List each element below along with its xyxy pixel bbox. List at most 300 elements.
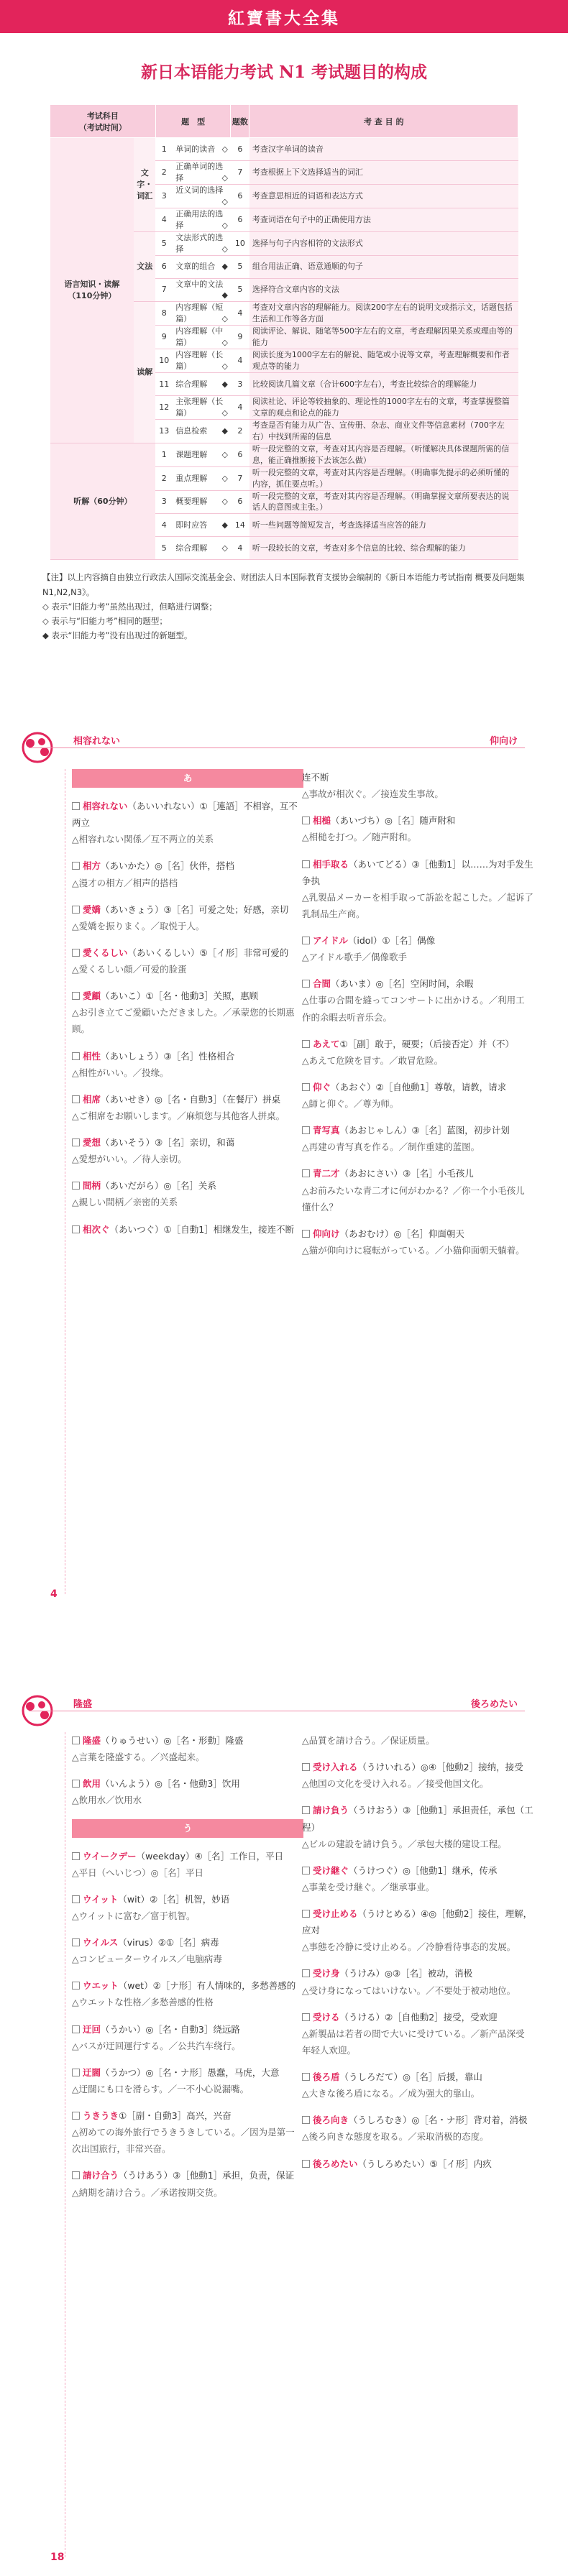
checkbox-icon[interactable] xyxy=(72,802,80,810)
vocab-word: 迂回 xyxy=(83,2023,101,2035)
vocab-word: アイドル xyxy=(313,935,348,946)
question-type-label: 概要理解 xyxy=(175,497,208,507)
vocab-definition: （virus）②①［名］病毒 xyxy=(118,1937,219,1948)
top-banner xyxy=(0,0,568,33)
question-type xyxy=(173,349,231,373)
vocab-word: 後ろめたい xyxy=(313,2158,358,2169)
vocab-word: 相方 xyxy=(83,860,101,872)
vocab-example: △相容れない関係／互不两立的关系 xyxy=(72,834,214,845)
checkbox-icon[interactable] xyxy=(72,1182,80,1190)
type-symbol-icon: ◇ xyxy=(221,144,228,154)
question-type xyxy=(173,443,231,466)
row-number: 9 xyxy=(155,326,173,349)
vocab-headline xyxy=(72,988,303,1004)
checkbox-icon[interactable] xyxy=(72,2112,80,2120)
row-number: 5 xyxy=(155,231,173,255)
vocab-entry xyxy=(72,857,303,891)
row-number: 3 xyxy=(155,490,173,514)
vocab-definition: （あいづち）◎［名］随声附和 xyxy=(331,815,456,827)
vocab-definition: （あおにさい）③［名］小毛孩儿 xyxy=(339,1168,474,1179)
vocab-word: 合間 xyxy=(313,978,331,990)
exam-goal: 考查词语在句子中的正确使用方法 xyxy=(249,208,518,231)
vocab-headline xyxy=(72,1775,303,1792)
checkbox-icon[interactable] xyxy=(72,1982,80,1990)
question-type xyxy=(173,537,231,560)
vocab-headline xyxy=(302,1802,533,1835)
vocab-entry xyxy=(72,1221,303,1238)
checkbox-icon[interactable] xyxy=(72,2069,80,2076)
vocab-entry xyxy=(72,1732,303,1765)
vocab-word: 受ける xyxy=(313,2011,340,2023)
vocab-headline xyxy=(72,944,303,961)
vocab-entry xyxy=(302,769,533,802)
vocab-word: 相手取る xyxy=(313,858,349,870)
vocab-definition: （あいいれない）①［連語］不相容，互不两立 xyxy=(72,801,298,829)
vocab-definition: （あおぐ）②［自他動1］尊敬，请教，请求 xyxy=(331,1081,507,1092)
vocab-example: △師と仰ぐ。／尊为师。 xyxy=(302,1098,399,1109)
header-type: 题 型 xyxy=(155,105,231,138)
vocab-word: 愛想 xyxy=(83,1137,101,1148)
running-head-left: 相容れない xyxy=(73,736,121,747)
exam-goal: 听一段较长的文章，考查对多个信息的比较、综合理解的能力 xyxy=(249,537,518,560)
vocab-word: 相容れない xyxy=(83,801,128,811)
vocab-example: △事故が相次ぐ。／接连发生事故。 xyxy=(302,788,444,800)
vocab-definition: （あいせき）◎［名・自動3］（在餐厅）拼桌 xyxy=(101,1093,281,1105)
question-type xyxy=(173,138,231,161)
question-type xyxy=(173,231,231,255)
vocab-entry xyxy=(72,2167,303,2200)
question-count: 5 xyxy=(231,255,249,278)
vocab-entry xyxy=(72,1134,303,1167)
vocab-word: 愛くるしい xyxy=(83,947,128,958)
vocab-definition: （あいそう）③［名］亲切，和蔼 xyxy=(101,1137,235,1148)
vocab-entry xyxy=(302,1759,533,1792)
checkbox-icon[interactable] xyxy=(302,1763,310,1771)
checkbox-icon[interactable] xyxy=(72,2025,80,2033)
vocab-entry xyxy=(72,944,303,978)
question-type xyxy=(173,278,231,302)
vocab-example: △漫才の相方／相声的搭档 xyxy=(72,877,178,888)
vocab-definition: （うけおう）③［他動1］承担责任，承包（工程） xyxy=(302,1805,533,1833)
vocab-entry xyxy=(302,812,533,845)
vocab-headline xyxy=(302,812,533,829)
vocab-definition: （うけみ）◎③［名］被动，消极 xyxy=(339,1968,473,1979)
vocab-headline xyxy=(72,901,303,918)
vocab-example: △親しい間柄／亲密的关系 xyxy=(72,1197,178,1208)
vocab-example: △あえて危険を冒す。／敢冒危险。 xyxy=(302,1054,444,1066)
running-head-left: 隆盛 xyxy=(73,1699,93,1710)
vocab-entry xyxy=(72,798,303,847)
vocab-example: △乳製品メーカーを相手取って訴訟を起こした。／起诉了乳制品生产商。 xyxy=(302,891,533,919)
vocab-word: 後ろ向き xyxy=(313,2115,349,2126)
checkbox-icon[interactable] xyxy=(302,816,310,824)
row-number: 2 xyxy=(155,161,173,185)
vocab-entry xyxy=(72,1775,303,1808)
vocab-entry xyxy=(302,2156,533,2172)
checkbox-icon[interactable] xyxy=(302,1910,310,1918)
type-symbol-icon: ◇ xyxy=(221,338,228,348)
vocab-entry xyxy=(72,988,303,1037)
type-symbol-icon: ◇ xyxy=(221,196,228,206)
checkbox-icon[interactable] xyxy=(302,1040,310,1048)
vocab-word: 相席 xyxy=(83,1093,101,1105)
exam-goal: 阅读评论、解说、随笔等500字左右的文章，考查理解因果关系或理由等的能力 xyxy=(249,326,518,349)
vocab-headline xyxy=(72,2167,303,2184)
checkbox-icon[interactable] xyxy=(72,906,80,914)
vocab-entry xyxy=(302,2069,533,2102)
vocab-example: △ウイットに富む／富于机智。 xyxy=(72,1910,196,1921)
vocab-entry xyxy=(72,1891,303,1924)
vocab-headline xyxy=(302,1079,533,1095)
checkbox-icon[interactable] xyxy=(302,2013,310,2021)
vocab-headline xyxy=(72,1221,303,1238)
vocab-entry xyxy=(72,1977,303,2010)
row-number: 12 xyxy=(155,396,173,420)
vocab-word: 請け合う xyxy=(83,2170,119,2181)
row-number: 1 xyxy=(155,138,173,161)
checkbox-icon[interactable] xyxy=(72,1895,80,1903)
vocab-example: △お前みたいな青二才に何がわかる？／你一个小毛孩儿懂什么？ xyxy=(302,1184,525,1213)
checkbox-icon[interactable] xyxy=(302,937,310,944)
vocab-example: △他国の文化を受け入れる。／接受他国文化。 xyxy=(302,1778,489,1790)
vocab-entry xyxy=(72,1177,303,1210)
running-head-right: 仰向け xyxy=(489,736,518,747)
vocab-headline xyxy=(72,2021,303,2038)
question-type-label: 正确用法的选择 xyxy=(175,208,224,230)
vocab-example: △ご相席をお願いします。／麻烦您与其他客人拼桌。 xyxy=(72,1110,285,1121)
vocab-entry xyxy=(302,2009,533,2058)
vocab-entry xyxy=(302,1965,533,1998)
vocab-example: △愛想がいい。／待人亲切。 xyxy=(72,1154,187,1165)
type-symbol-icon: ◆ xyxy=(221,290,228,300)
checkbox-icon[interactable] xyxy=(302,1169,310,1177)
section-language-reading: 语言知识・读解（110分钟） xyxy=(50,138,134,443)
type-symbol-icon: ◆ xyxy=(221,379,228,389)
vocab-definition: （うけとめる）④◎［他動2］接住，理解，应对 xyxy=(302,1908,533,1936)
row-number: 5 xyxy=(155,537,173,560)
vocab-entry xyxy=(302,1225,533,1259)
exam-goal: 选择符合文章内容的文法 xyxy=(249,278,518,302)
left-column xyxy=(72,1732,303,2211)
vocab-word: 仰ぐ xyxy=(313,1081,331,1092)
question-count: 2 xyxy=(231,419,249,443)
vocab-word: 請け負う xyxy=(313,1805,349,1816)
vocab-entry xyxy=(72,2107,303,2157)
question-count: 5 xyxy=(231,278,249,302)
vocab-headline xyxy=(72,1177,303,1194)
vocab-entry xyxy=(302,1732,533,1749)
row-number: 2 xyxy=(155,466,173,490)
vocab-definition: （あいくるしい）⑤［イ形］非常可爱的 xyxy=(127,947,289,958)
checkbox-icon[interactable] xyxy=(72,1938,80,1946)
question-type-label: 文法形式的选择 xyxy=(175,232,224,254)
vocab-headline xyxy=(72,1048,303,1064)
vocab-example: △納期を請け合う。／承诺按期交货。 xyxy=(72,2186,223,2198)
exam-goal: 考查是否有能力从广告、宣传册、杂志、商业文件等信息素材（700字左右）中找到所需的信息 xyxy=(249,419,518,443)
checkbox-icon[interactable] xyxy=(302,1806,310,1814)
question-type xyxy=(173,490,231,514)
vocab-word: ウイット xyxy=(83,1893,119,1905)
vocab-example: △大きな後ろ盾になる。／成为强大的靠山。 xyxy=(302,2088,480,2099)
subsection-label: 文法 xyxy=(134,231,155,302)
checkbox-icon[interactable] xyxy=(302,2073,310,2081)
vocab-headline xyxy=(302,2156,533,2172)
row-number: 7 xyxy=(155,278,173,302)
question-type-label: 即时应答 xyxy=(175,520,208,530)
table-row xyxy=(50,443,518,466)
checkbox-icon[interactable] xyxy=(302,2116,310,2124)
vocab-definition: （weekday）④［名］工作日，平日 xyxy=(136,1850,284,1862)
checkbox-icon[interactable] xyxy=(72,1052,80,1060)
exam-goal: 听一段完整的文章，考查对其内容是否理解。（听懂解决具体课题所需的信息，能正确推断接下去该怎么做） xyxy=(249,443,518,466)
vocab-page-1 xyxy=(0,686,568,1613)
vocab-entry xyxy=(302,1036,533,1069)
vocab-word: 受け身 xyxy=(313,1968,340,1979)
row-number: 6 xyxy=(155,255,173,278)
exam-goal: 组合用法正确、语意通顺的句子 xyxy=(249,255,518,278)
type-symbol-icon: ◆ xyxy=(221,426,228,436)
checkbox-icon[interactable] xyxy=(72,862,80,870)
vocab-word: 相性 xyxy=(83,1050,101,1062)
vocab-definition: （あいま）◎［名］空闲时间，余暇 xyxy=(331,978,474,990)
vocab-entry xyxy=(72,1091,303,1124)
note-line: ◇ 表示“旧能力考”虽然出现过，但略进行调整； xyxy=(42,601,217,612)
vocab-definition: （うかつ）◎［名・ナ形］愚蠢，马虎，大意 xyxy=(101,2066,280,2078)
vocab-word: 受け止める xyxy=(313,1908,358,1919)
exam-goal: 考查意思相近的词语和表达方式 xyxy=(249,184,518,208)
vocab-headline xyxy=(302,769,533,786)
vocab-word: ウエット xyxy=(83,1980,119,1992)
vocab-entry xyxy=(72,1934,303,1967)
vocab-headline xyxy=(72,1934,303,1951)
vocab-word: 受け継ぐ xyxy=(313,1864,349,1876)
question-count: 7 xyxy=(231,466,249,490)
vocab-definition: （うけつぐ）◎［他動1］继承，传承 xyxy=(349,1864,498,1876)
vocab-entry xyxy=(302,1862,533,1895)
question-type xyxy=(173,302,231,326)
exam-goal: 阅读长度为1000字左右的解说、随笔或小说等文章，考查理解概要和作者观点等的能力 xyxy=(249,349,518,373)
vocab-word: 青二才 xyxy=(313,1168,340,1179)
row-number: 3 xyxy=(155,184,173,208)
vocab-entry xyxy=(302,1905,533,1955)
checkbox-icon[interactable] xyxy=(302,1230,310,1238)
question-type-label: 信息检索 xyxy=(175,426,208,436)
type-symbol-icon: ◆ xyxy=(221,262,228,272)
exam-goal: 考查根据上下文选择适当的词汇 xyxy=(249,161,518,185)
vocab-definition: （あおじゃしん）③［名］蓝图，初步计划 xyxy=(339,1125,510,1136)
vocab-definition: （あいてどる）③［他動1］以……为对手发生争执 xyxy=(302,858,533,886)
vocab-example: △受け身になってはいけない。／不要处于被动地位。 xyxy=(302,1984,516,1996)
vocab-headline xyxy=(72,1134,303,1151)
vocab-entry xyxy=(302,1122,533,1155)
vocab-definition: （あいきょう）③［名］可爱之处；好感，亲切 xyxy=(101,903,289,915)
header-count: 题数 xyxy=(231,105,249,138)
exam-goal: 听一段完整的文章，考查对其内容是否理解。（明确事先提示的必须听懂的内容，抓住要点听。） xyxy=(249,466,518,490)
checkbox-icon[interactable] xyxy=(302,2160,310,2168)
question-count: 9 xyxy=(231,326,249,349)
checkbox-icon[interactable] xyxy=(72,1138,80,1146)
vocab-headline xyxy=(302,1225,533,1242)
note-line: 【注】以上内容摘自由独立行政法人国际交流基金会、财团法人日本国际教育支援协会编制的《新日本语能力考试指南 概要及问题集N1,N2,N3》。 xyxy=(42,572,525,597)
table-row xyxy=(50,138,518,161)
checkbox-icon[interactable] xyxy=(72,1852,80,1860)
type-symbol-icon: ◇ xyxy=(221,362,228,372)
type-symbol-icon: ◆ xyxy=(221,520,228,530)
question-type xyxy=(173,373,231,396)
right-column xyxy=(302,769,533,1269)
checkbox-icon[interactable] xyxy=(72,1780,80,1788)
row-number: 8 xyxy=(155,302,173,326)
vocab-example: △事態を冷静に受け止める。／冷静看待事态的发展。 xyxy=(302,1941,516,1953)
checkbox-icon[interactable] xyxy=(72,949,80,957)
question-count: 6 xyxy=(231,138,249,161)
vocab-example: △言葉を隆盛する。／兴盛起来。 xyxy=(72,1752,205,1763)
type-symbol-icon: ◇ xyxy=(221,244,228,254)
vocab-example: △ビルの建設を請け負う。／承包大楼的建设工程。 xyxy=(302,1838,507,1849)
question-type xyxy=(173,255,231,278)
type-symbol-icon: ◇ xyxy=(221,314,228,324)
vocab-headline xyxy=(302,932,533,949)
vocab-headline xyxy=(302,2069,533,2085)
question-count: 6 xyxy=(231,184,249,208)
vocab-definition: （あおむけ）◎［名］仰面朝天 xyxy=(339,1228,464,1239)
vocab-word: 相槌 xyxy=(313,815,331,827)
question-type xyxy=(173,184,231,208)
vocab-definition: （あいつぐ）①［自動1］相继发生，接连不断 xyxy=(109,1223,295,1235)
vocab-word: 愛嬌 xyxy=(83,903,101,915)
vocab-definition: （うしろめたい）⑤［イ形］内疚 xyxy=(357,2158,492,2169)
subsection-label: 文字・词汇 xyxy=(134,138,155,232)
banner-title: 紅寶書大全集 xyxy=(228,8,340,28)
vocab-word: あえて xyxy=(313,1038,340,1049)
vocab-example: △バスが迂回運行する。／公共汽车绕行。 xyxy=(72,2040,241,2051)
vocab-word: 後ろ盾 xyxy=(313,2071,340,2082)
vocab-headline xyxy=(302,1905,533,1938)
vocab-word: ウイルス xyxy=(83,1937,119,1948)
subsection-label: 读解 xyxy=(134,302,155,443)
checkbox-icon[interactable] xyxy=(72,2171,80,2179)
question-type xyxy=(173,419,231,443)
question-type-label: 主张理解（长篇） xyxy=(175,397,224,418)
vocab-definition: 连不断 xyxy=(302,772,329,783)
vocab-example: △初めての海外旅行でうきうきしている。／因为是第一次出国旅行，非常兴奋。 xyxy=(72,2127,295,2155)
vocab-definition: （うしろむき）◎［名・ナ形］背对着，消极 xyxy=(349,2115,528,2126)
vocab-page-2 xyxy=(0,1649,568,2576)
vocab-example: △相槌を打つ。／随声附和。 xyxy=(302,832,417,843)
vocab-entry xyxy=(302,2112,533,2145)
checkbox-icon[interactable] xyxy=(72,992,80,1000)
vocab-word: 受け入れる xyxy=(313,1762,358,1773)
vocab-headline xyxy=(302,2009,533,2025)
row-number: 4 xyxy=(155,514,173,537)
vocab-example: △お引き立てご愛顧いただきました。／承蒙您的长期惠顾。 xyxy=(72,1007,295,1035)
vocab-definition: （wit）②［名］机智，妙语 xyxy=(118,1893,230,1905)
row-number: 1 xyxy=(155,443,173,466)
question-type xyxy=(173,396,231,420)
vocab-word: ウイークデー xyxy=(83,1850,137,1862)
vocab-example: △相性がいい。／投缘。 xyxy=(72,1067,169,1078)
question-type xyxy=(173,208,231,231)
vocab-example: △新製品は若者の間で大いに受けている。／新产品深受年轻人欢迎。 xyxy=(302,2028,525,2056)
question-type-label: 重点理解 xyxy=(175,473,208,483)
checkbox-icon[interactable] xyxy=(302,860,310,868)
type-symbol-icon: ◇ xyxy=(221,497,228,507)
vocab-headline xyxy=(302,1759,533,1775)
right-column xyxy=(302,1732,533,2182)
vocab-definition: （wet）②［ナ形］有人情味的，多愁善感的 xyxy=(118,1980,296,1992)
question-count: 6 xyxy=(231,490,249,514)
document-title: 新日本语能力考试 N1 考试题目的构成 xyxy=(140,63,428,82)
running-head-right: 後ろめたい xyxy=(470,1699,518,1710)
vocab-word: 迂闊 xyxy=(83,2066,101,2078)
question-count: 4 xyxy=(231,349,249,373)
header-subject: 考试科目 （考试时间） xyxy=(50,105,156,138)
vocab-entry xyxy=(302,856,533,923)
question-count: 7 xyxy=(231,161,249,185)
question-type-label: 文章中的文法 xyxy=(175,279,224,289)
type-symbol-icon: ◇ xyxy=(221,449,228,459)
vocab-definition: ①［副・自動3］高兴，兴奋 xyxy=(119,2110,232,2121)
question-type xyxy=(173,326,231,349)
vocab-headline xyxy=(72,857,303,874)
checkbox-icon[interactable] xyxy=(72,1095,80,1103)
checkbox-icon[interactable] xyxy=(72,1736,80,1744)
vocab-word: 相次ぐ xyxy=(83,1223,110,1235)
vocab-example: △コンピューターウイルス／电脑病毒 xyxy=(72,1954,222,1965)
vocab-definition: （うかい）◎［名・自動3］绕远路 xyxy=(101,2023,240,2035)
exam-goal: 考查汉字单词的读音 xyxy=(249,138,518,161)
question-type-label: 正确单词的选择 xyxy=(175,162,224,183)
checkbox-icon[interactable] xyxy=(302,1126,310,1134)
checkbox-icon[interactable] xyxy=(302,1969,310,1977)
checkbox-icon[interactable] xyxy=(302,1083,310,1091)
vocab-entry xyxy=(72,2064,303,2097)
vocab-entry xyxy=(302,1165,533,1215)
row-number: 10 xyxy=(155,349,173,373)
exam-goal: 考查对文章内容的理解能力。阅读200字左右的说明文或指示文，话题包括生活和工作等各方面 xyxy=(249,302,518,326)
question-count: 4 xyxy=(231,396,249,420)
vocab-example: △事業を受け継ぐ。／继承事业。 xyxy=(302,1881,435,1892)
vocab-definition: （いんよう）◎［名・他動3］饮用 xyxy=(101,1778,240,1790)
vocab-example: △仕事の合間を縫ってコンサートに出かける。／利用工作的余暇去听音乐会。 xyxy=(302,995,525,1023)
vocab-definition: （あいこ）①［名・他動3］关照，惠顾 xyxy=(101,990,259,1002)
checkbox-icon[interactable] xyxy=(302,980,310,988)
vocab-definition: （うけいれる）◎④［他動2］接纳，接受 xyxy=(357,1762,523,1773)
question-type xyxy=(173,161,231,185)
checkbox-icon[interactable] xyxy=(72,1225,80,1233)
vocab-headline xyxy=(72,2064,303,2081)
vocab-entry xyxy=(72,2021,303,2054)
row-number: 4 xyxy=(155,208,173,231)
type-symbol-icon: ◇ xyxy=(221,220,228,230)
table-header-row xyxy=(50,105,518,138)
question-count: 3 xyxy=(231,373,249,396)
vocab-headline xyxy=(302,856,533,889)
note-line: ◇ 表示与“旧能力考”相同的题型； xyxy=(42,615,168,626)
vocab-word: 青写真 xyxy=(313,1125,340,1136)
exam-goal: 听一些问题等简短发言，考查选择适当应答的能力 xyxy=(249,514,518,537)
vocab-definition: （りゅうせい）◎［名・形動］隆盛 xyxy=(101,1735,244,1746)
vocab-definition: ①［副］敢于，硬要；（后接否定）并（不） xyxy=(339,1038,514,1049)
vocab-example: △迂闊にも口を滑らす。／一不小心说漏嘴。 xyxy=(72,2083,249,2094)
question-type-label: 内容理解（中篇） xyxy=(175,326,224,348)
vocab-headline xyxy=(302,2112,533,2128)
vocab-example: △後ろ向きな態度を取る。／采取消极的态度。 xyxy=(302,2131,489,2143)
checkbox-icon[interactable] xyxy=(302,1867,310,1874)
type-symbol-icon: ◇ xyxy=(221,473,228,483)
vocab-word: 愛顧 xyxy=(83,990,101,1002)
header-goal: 考 查 目 的 xyxy=(249,105,518,138)
